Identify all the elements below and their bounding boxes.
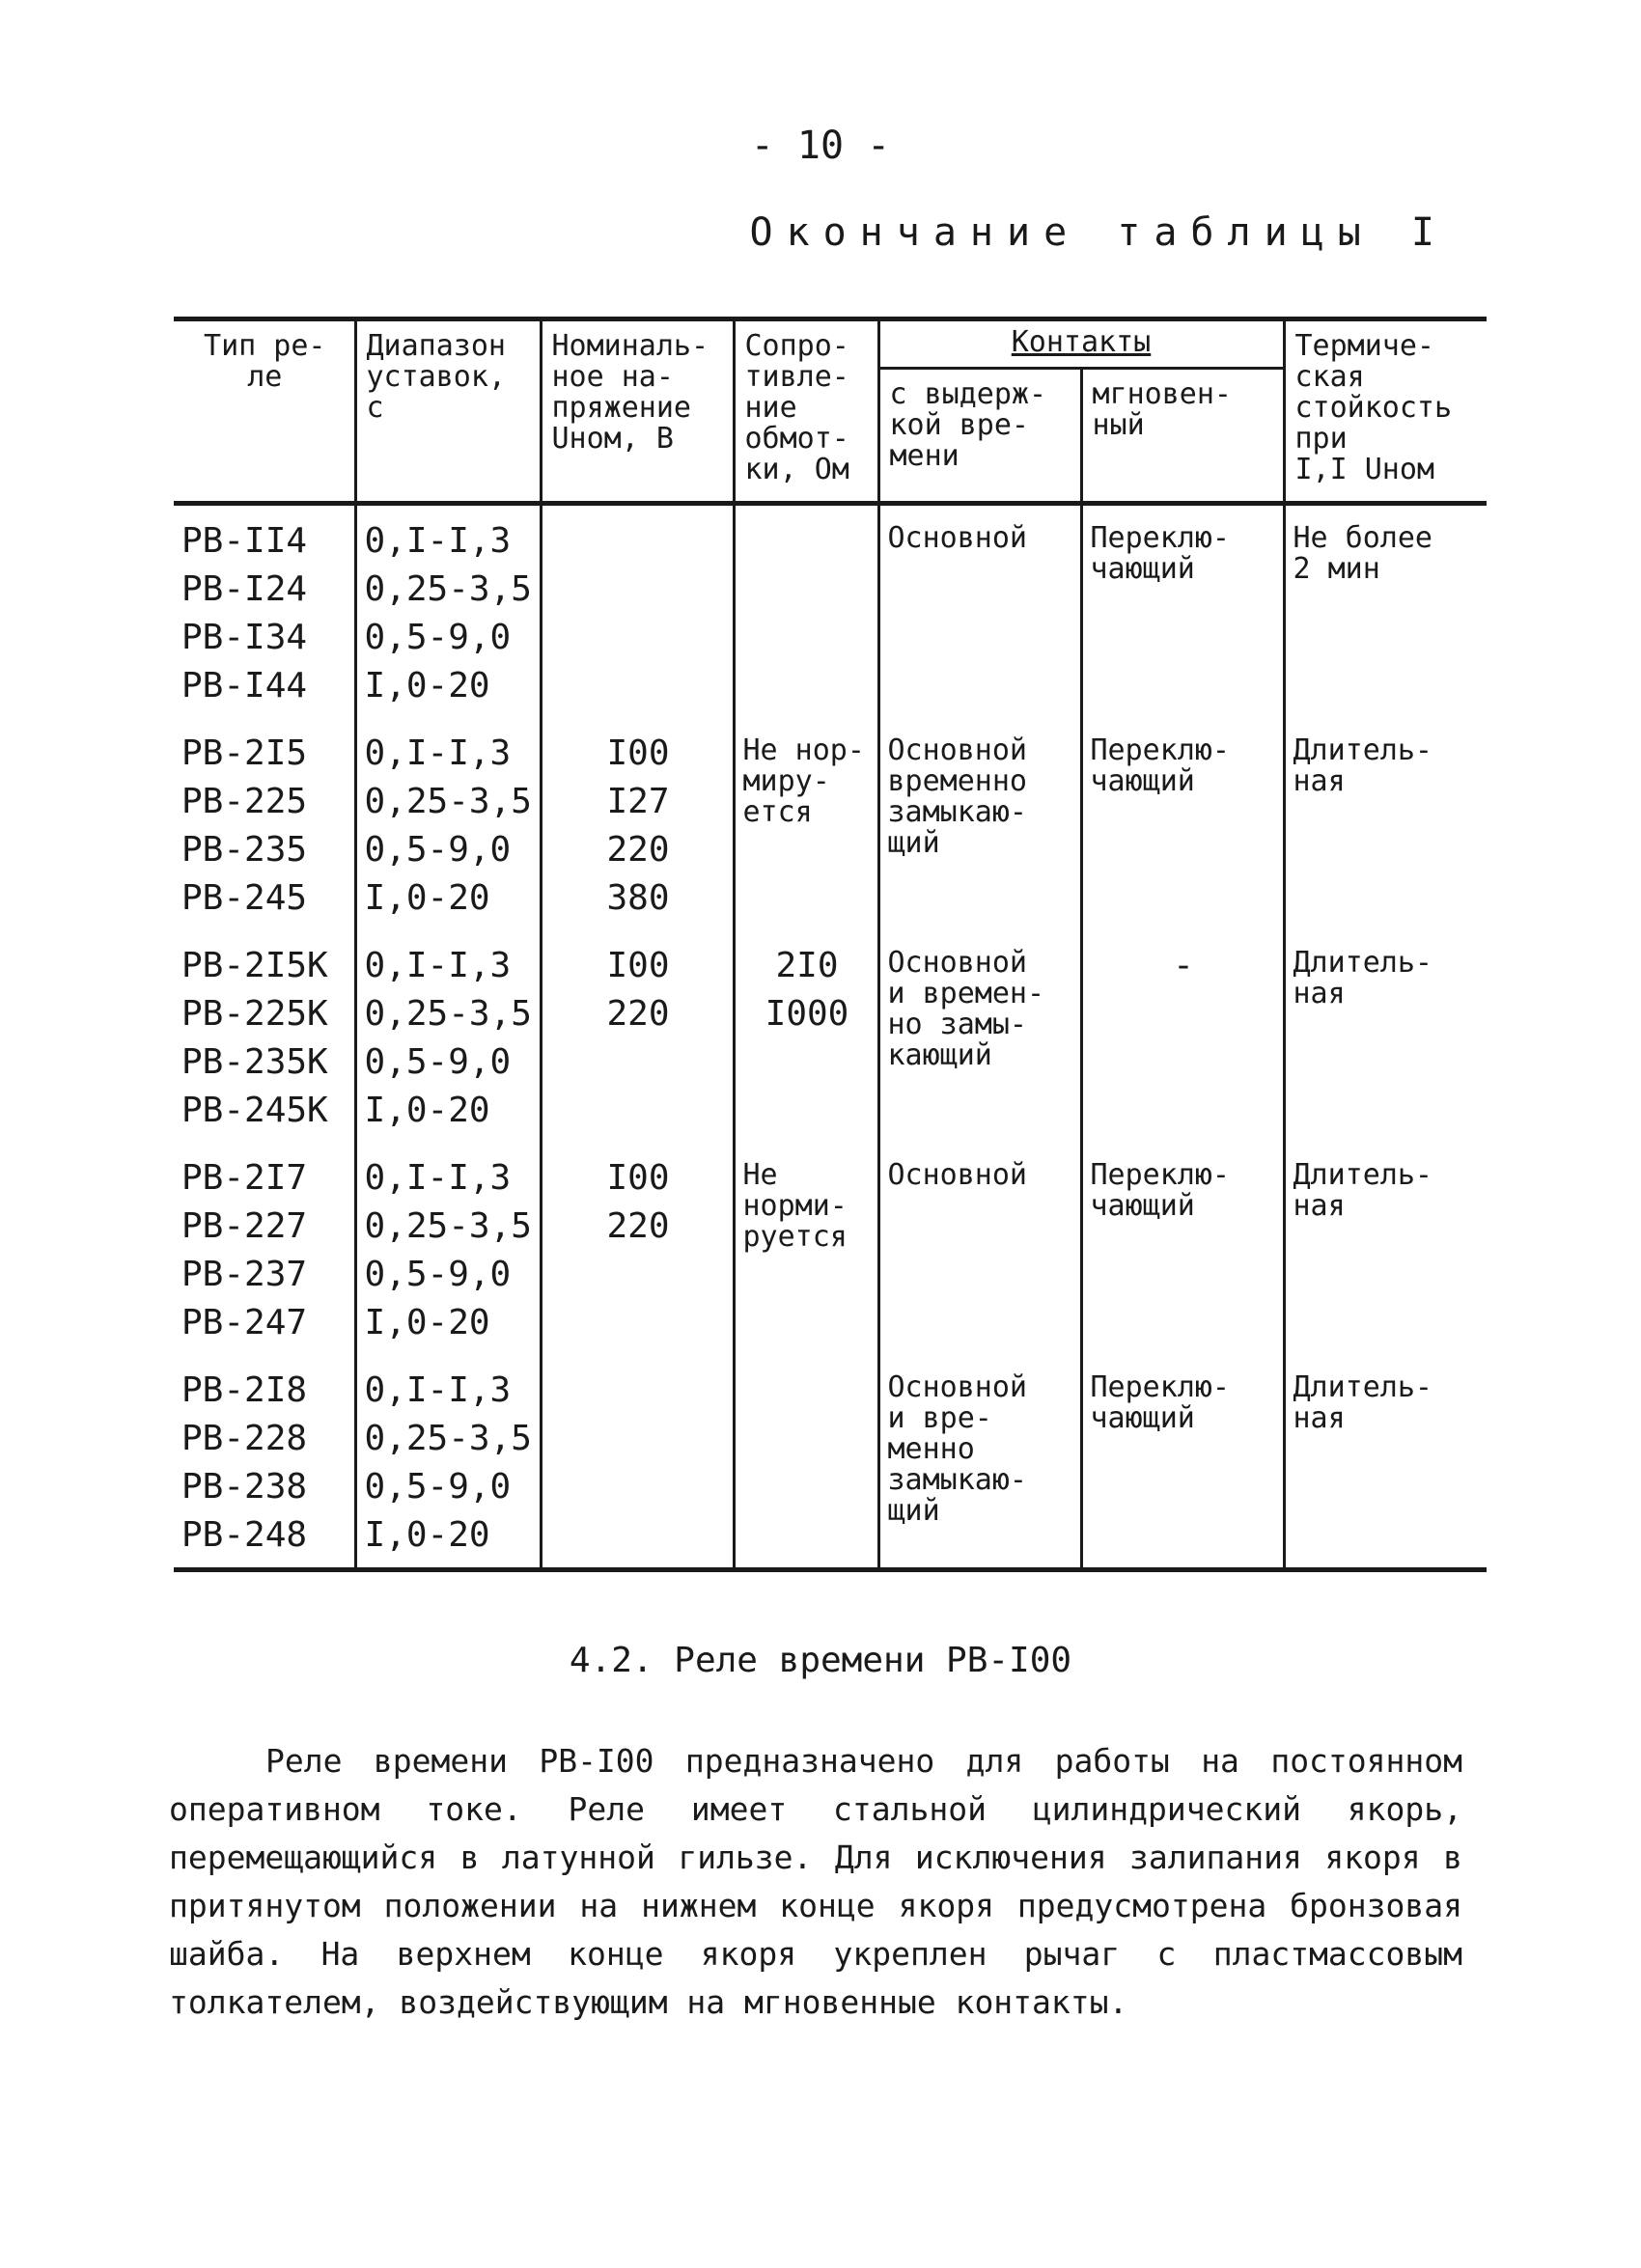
relay-type-cell xyxy=(174,718,355,930)
thermal-cell: Длитель- ная xyxy=(1284,930,1487,1143)
range-cell-value: 0,25-3,5 xyxy=(364,782,532,821)
resistance-cell: Не норми- руется xyxy=(734,1143,878,1355)
range-cell-value: 0,I-I,3 xyxy=(364,1370,512,1410)
header-contacts: Контакты xyxy=(878,319,1284,369)
relay-type-cell xyxy=(174,1355,355,1570)
relay-type-cell-value: РВ-228 xyxy=(181,1419,308,1458)
range-cell xyxy=(355,1355,541,1570)
paragraph-text: Реле времени РВ-I00 предназначено для работы на постоянном оперативном токе. Реле имеет стальной цилиндрический якорь, перемещающийся в латунной гильзе. Для исключения залипания якоря в притянутом положении на нижнем конце якоря предусмотрена бронзовая шайба. На верхнем конце якоря укреплен рычаг с пластмассовым толкателем, воздействующим на мгновенные контакты. xyxy=(169,1742,1462,2021)
relay-type-cell-value: РВ-2I5 xyxy=(181,733,308,773)
page-number: - 10 - xyxy=(750,124,891,168)
voltage-cell xyxy=(541,504,734,719)
range-cell-value: 0,25-3,5 xyxy=(364,1419,532,1458)
delay-contact-cell: Основной и вре- менно замыкаю- щий xyxy=(878,1355,1081,1570)
relay-type-cell-value: РВ-235 xyxy=(181,830,308,870)
range-cell xyxy=(355,1143,541,1355)
range-cell-value: I,0-20 xyxy=(364,666,490,705)
range-cell-value: 0,5-9,0 xyxy=(364,1042,512,1082)
range-cell xyxy=(355,718,541,930)
range-cell-value: I,0-20 xyxy=(364,1303,490,1342)
resistance-cell xyxy=(734,1355,878,1570)
table-row xyxy=(174,718,1487,930)
relay-type-cell-value: РВ-245 xyxy=(181,878,308,918)
voltage-cell xyxy=(541,1355,734,1570)
resistance-cell-value: I000 xyxy=(765,994,849,1034)
delay-contact-cell: Основной и времен- но замы- кающий xyxy=(878,930,1081,1143)
resistance-cell-value: 2I0 xyxy=(775,946,839,985)
range-cell-value: I,0-20 xyxy=(364,878,490,918)
relay-type-cell-value: РВ-237 xyxy=(181,1255,308,1294)
delay-contact-cell: Основной xyxy=(878,1143,1081,1355)
voltage-cell-value: I00 xyxy=(606,946,670,985)
table-header xyxy=(174,319,1487,504)
relay-type-cell-value: РВ-I34 xyxy=(181,618,308,657)
voltage-cell xyxy=(541,1143,734,1355)
relay-type-cell xyxy=(174,930,355,1143)
voltage-cell-value: I00 xyxy=(606,733,670,773)
thermal-cell: Длитель- ная xyxy=(1284,1143,1487,1355)
relay-type-cell-value: РВ-225 xyxy=(181,782,308,821)
instant-contact-cell: Переклю- чающий xyxy=(1081,718,1284,930)
relay-type-cell xyxy=(174,1143,355,1355)
header-thermal: Термиче- ская стойкость при I,I Uном xyxy=(1284,319,1487,504)
header-resistance: Сопро- тивле- ние обмот- ки, Ом xyxy=(734,319,878,504)
resistance-cell: Не нор- миру- ется xyxy=(734,718,878,930)
range-cell-value: 0,5-9,0 xyxy=(364,1467,512,1507)
range-cell-value: 0,5-9,0 xyxy=(364,618,512,657)
range-cell-value: 0,I-I,3 xyxy=(364,1158,512,1198)
range-cell xyxy=(355,930,541,1143)
header-contacts-instant: мгновен- ный xyxy=(1081,369,1284,504)
resistance-cell xyxy=(734,504,878,719)
relay-type-cell-value: РВ-247 xyxy=(181,1303,308,1342)
relay-type-cell-value: РВ-245К xyxy=(181,1091,328,1130)
table-row xyxy=(174,504,1487,719)
voltage-cell-value: I27 xyxy=(606,782,670,821)
delay-contact-cell: Основной временно замыкаю- щий xyxy=(878,718,1081,930)
range-cell-value: 0,25-3,5 xyxy=(364,569,532,609)
range-cell-value: 0,5-9,0 xyxy=(364,830,512,870)
thermal-cell: Длитель- ная xyxy=(1284,718,1487,930)
relay-type-cell-value: РВ-248 xyxy=(181,1515,308,1555)
delay-contact-cell: Основной xyxy=(878,504,1081,719)
voltage-cell-value: 220 xyxy=(606,830,670,870)
range-cell-value: 0,25-3,5 xyxy=(364,1206,532,1246)
relay-type-cell-value: РВ-238 xyxy=(181,1467,308,1507)
section-title: 4.2. Реле времени РВ-I00 xyxy=(569,1641,1072,1680)
instant-contact-cell: Переклю- чающий xyxy=(1081,504,1284,719)
relay-type-cell-value: РВ-227 xyxy=(181,1206,308,1246)
table-row xyxy=(174,1143,1487,1355)
range-cell-value: I,0-20 xyxy=(364,1091,490,1130)
thermal-cell: Не более 2 мин xyxy=(1284,504,1487,719)
header-contacts-delay: с выдерж- кой вре- мени xyxy=(878,369,1081,504)
range-cell xyxy=(355,504,541,719)
voltage-cell xyxy=(541,718,734,930)
relay-type-cell-value: РВ-I24 xyxy=(181,569,308,609)
table-caption: Окончание таблицы I xyxy=(749,210,1448,255)
voltage-cell-value: 220 xyxy=(606,1206,670,1246)
resistance-cell xyxy=(734,930,878,1143)
header-voltage: Номиналь- ное на- пряжение Uном, В xyxy=(541,319,734,504)
relay-type-cell-value: РВ-2I7 xyxy=(181,1158,308,1198)
voltage-cell xyxy=(541,930,734,1143)
voltage-cell-value: 380 xyxy=(606,878,670,918)
relay-type-cell xyxy=(174,504,355,719)
relay-type-cell-value: РВ-2I5К xyxy=(181,946,328,985)
relay-type-cell-value: РВ-I44 xyxy=(181,666,308,705)
header-type: Тип ре- ле xyxy=(174,319,355,504)
range-cell-value: 0,I-I,3 xyxy=(364,946,512,985)
table-body xyxy=(174,504,1487,1570)
thermal-cell: Длитель- ная xyxy=(1284,1355,1487,1570)
range-cell-value: 0,5-9,0 xyxy=(364,1255,512,1294)
instant-contact-cell: Переклю- чающий xyxy=(1081,1355,1284,1570)
relay-table xyxy=(174,317,1487,1572)
instant-contact-cell: Переклю- чающий xyxy=(1081,1143,1284,1355)
range-cell-value: 0,25-3,5 xyxy=(364,994,532,1034)
table-row xyxy=(174,1355,1487,1570)
range-cell-value: I,0-20 xyxy=(364,1515,490,1555)
relay-type-cell-value: РВ-II4 xyxy=(181,521,308,561)
header-range: Диапазон уставок, с xyxy=(355,319,541,504)
instant-contact-cell: - xyxy=(1081,930,1284,1143)
range-cell-value: 0,I-I,3 xyxy=(364,521,512,561)
relay-type-cell-value: РВ-2I8 xyxy=(181,1370,308,1410)
range-cell-value: 0,I-I,3 xyxy=(364,733,512,773)
voltage-cell-value: 220 xyxy=(606,994,670,1034)
relay-type-cell-value: РВ-225К xyxy=(181,994,328,1034)
table-row xyxy=(174,930,1487,1143)
relay-type-cell-value: РВ-235К xyxy=(181,1042,328,1082)
body-paragraph xyxy=(169,1737,1462,2027)
voltage-cell-value: I00 xyxy=(606,1158,670,1198)
